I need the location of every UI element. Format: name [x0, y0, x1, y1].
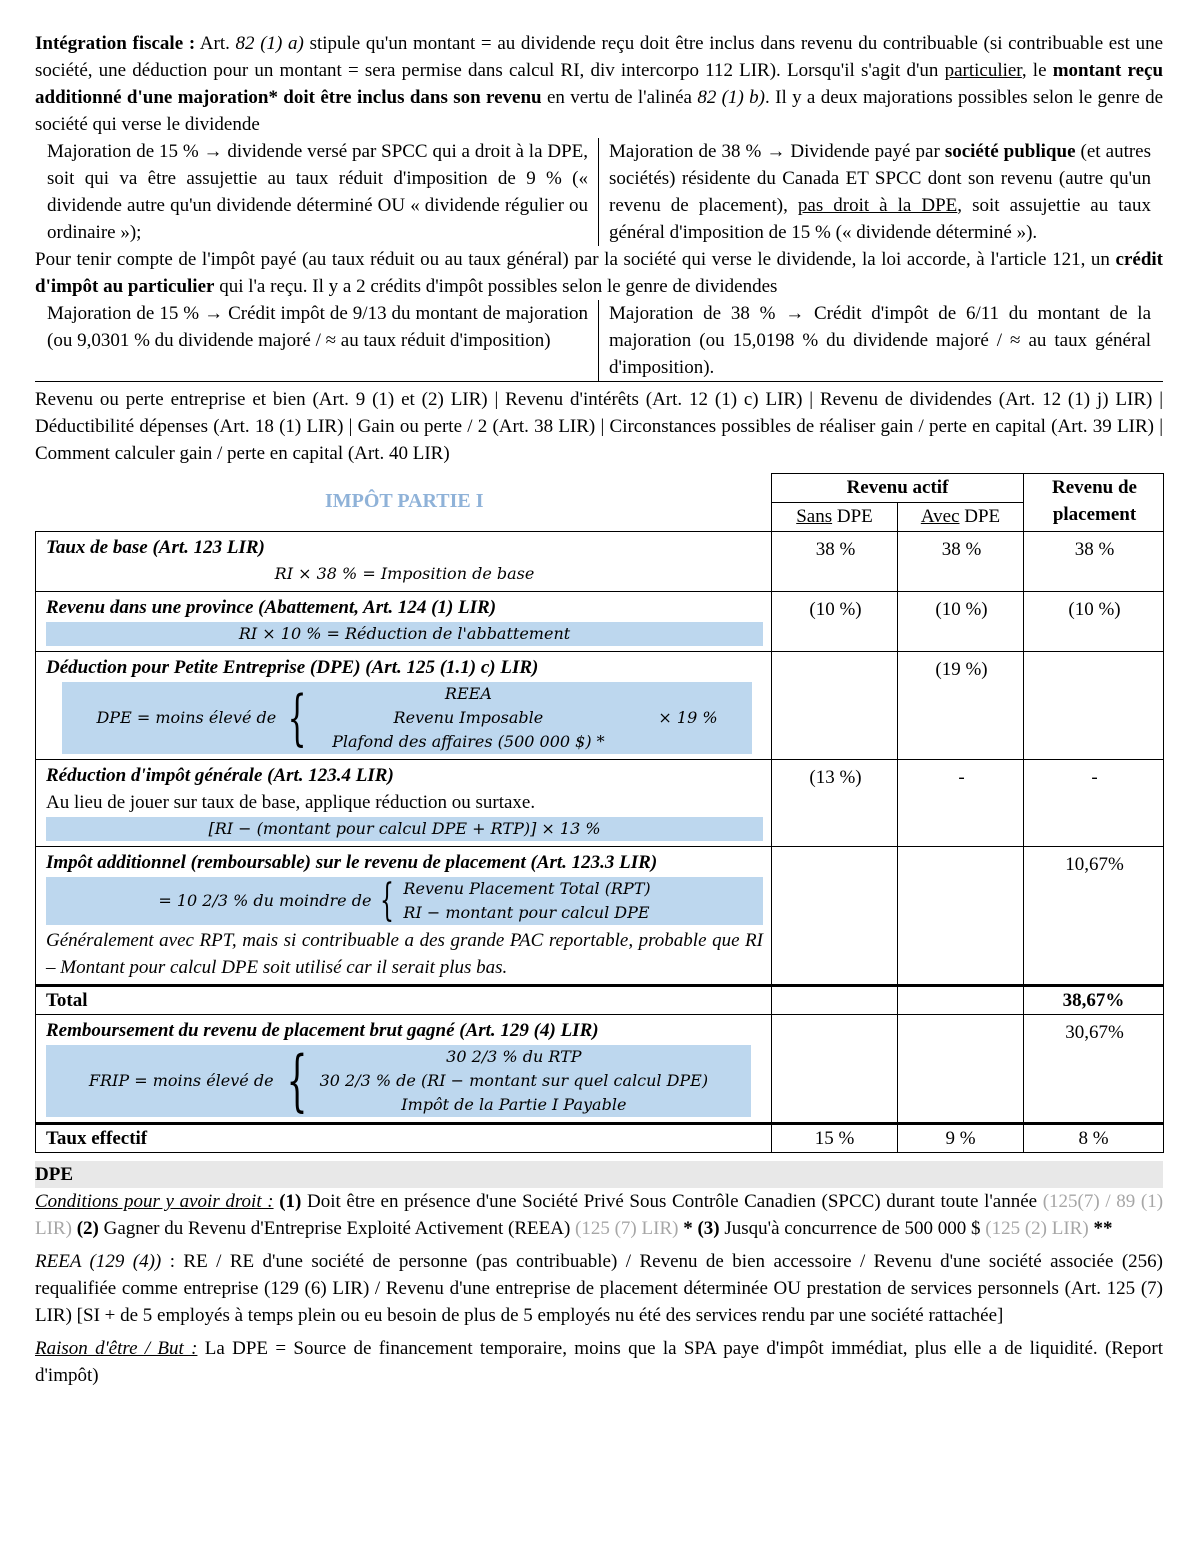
- raison-paragraph: [35, 1335, 1163, 1389]
- formula-option: 30 2/3 % de (RI − montant sur quel calcul DPE): [319, 1071, 709, 1090]
- cond-star: *: [683, 1218, 693, 1239]
- table-row: [36, 1015, 1164, 1124]
- credit-right: Majoration de 38 % → Crédit d'impôt de 6/11 du montant de la majoration (ou 15,0198 % du dividende majoré / ≈ au taux général d'imposition).: [598, 300, 1163, 381]
- value-sans-dpe: [772, 652, 898, 760]
- brace-icon: {: [380, 875, 395, 926]
- table-title: IMPÔT PARTIE I: [324, 489, 484, 512]
- value-avec-dpe: 9 %: [898, 1124, 1024, 1153]
- header-sans-u: Sans: [796, 506, 833, 527]
- brace-icon: {: [286, 1042, 308, 1119]
- value-avec-dpe: (10 %): [898, 592, 1024, 652]
- row-label-cell: [36, 652, 772, 760]
- dpe-section-title: DPE: [35, 1161, 1163, 1188]
- majoration-columns: [35, 138, 1163, 246]
- maj-right-underline: pas droit à la DPE: [797, 195, 958, 216]
- value-placement: 8 %: [1024, 1124, 1164, 1153]
- table-row: [36, 760, 1164, 847]
- row-note: Généralement avec RPT, mais si contribuable a des grande PAC reportable, probable que RI – Montant pour calcul DPE soit utilisé car il serait plus bas.: [46, 930, 763, 978]
- reea-label: REEA (129 (4)): [35, 1251, 162, 1272]
- intro-art-ref: 82 (1) a): [235, 33, 304, 54]
- header-revenu-actif: Revenu actif: [772, 474, 1024, 503]
- credit-left: Majoration de 15 % → Crédit impôt de 9/13 du montant de majoration (ou 9,0301 % du dividende majoré / ≈ au taux réduit d'imposition): [47, 303, 588, 351]
- value-sans-dpe: 15 %: [772, 1124, 898, 1153]
- value-placement: 30,67%: [1024, 1015, 1164, 1124]
- table-row: [36, 652, 1164, 760]
- maj-right-2: (et autres sociétés) résidente du Canada ET SPCC dont son revenu (autre qu'un revenu de placement),: [609, 141, 1151, 216]
- formula-options: [318, 682, 618, 754]
- value-avec-dpe: [898, 986, 1024, 1015]
- header-avec-dpe: [898, 503, 1024, 532]
- credit-columns: [35, 300, 1163, 381]
- header-revenu-placement: Revenu de placement: [1024, 474, 1164, 532]
- table-row: [36, 847, 1164, 986]
- cond-ref: (125 (7) LIR): [575, 1218, 679, 1239]
- row-label-cell: [36, 847, 772, 986]
- cond-number: (2): [76, 1218, 99, 1239]
- formula-left: FRIP = moins élevé de: [88, 1071, 274, 1090]
- law-references: Revenu ou perte entreprise et bien (Art. 9 (1) et (2) LIR) | Revenu d'intérêts (Art. 12 (1) c) LIR) | Revenu de dividendes (Art. 12 (1) j) LIR) | Déductibilité dépenses (Art. 18 (1) LIR) | Gain ou perte / 2 (Art. 38 LIR) | Circonstances possibles de réaliser gain / perte en capital (Art. 39 LIR) | Comment calculer gain / perte en capital (Art. 40 LIR): [35, 389, 1163, 464]
- credit-text-1: Pour tenir compte de l'impôt payé (au taux réduit ou au taux général) par la société qui verse le dividende, la loi accorde, à l'article 121, un: [35, 249, 1110, 270]
- formula-options: [403, 877, 650, 925]
- intro-text-2: , le: [1021, 60, 1047, 81]
- maj-right-bold: société publique: [944, 141, 1076, 162]
- cond-text: Doit être en présence d'une Société Privé Sous Contrôle Canadien (SPCC) durant toute l'année: [307, 1191, 1038, 1212]
- value-placement: 38,67%: [1024, 986, 1164, 1015]
- raison-label: Raison d'être / But :: [35, 1338, 198, 1359]
- formula-left: = 10 2/3 % du moindre de: [158, 891, 372, 910]
- intro-paragraph: [35, 30, 1163, 138]
- intro-text-4: . Il y a deux majorations possibles selon le genre de société qui verse le dividende: [35, 87, 1164, 135]
- raison-text: La DPE = Source de financement temporaire, moins que la SPA paye d'impôt immédiat, plus elle a de liquidité. (Report d'impôt): [35, 1338, 1164, 1386]
- majoration-right: [598, 138, 1163, 246]
- formula-option: Plafond des affaires (500 000 $) *: [332, 732, 605, 751]
- formula-option: Impôt de la Partie I Payable: [401, 1095, 627, 1114]
- maj-right-1: Majoration de 38 % → Dividende payé par: [609, 141, 940, 162]
- credit-text-2: qui l'a reçu. Il y a 2 crédits d'impôt possibles selon le genre de dividendes: [219, 276, 778, 297]
- cond-text: Jusqu'à concurrence de 500 000 $: [724, 1218, 981, 1239]
- value-avec-dpe: (19 %): [898, 652, 1024, 760]
- header-sans-dpe: [772, 503, 898, 532]
- intro-ref-2: 82 (1) b): [697, 87, 766, 108]
- value-avec-dpe: [898, 1015, 1024, 1124]
- header-avec-rest: DPE: [959, 506, 1001, 527]
- row-label-cell: [36, 592, 772, 652]
- credit-paragraph: [35, 246, 1163, 300]
- reea-text: : RE / RE d'une société de personne (pas contribuable) / Revenu de bien accessoire / Revenu d'une société associée (256) requalifiée comme entreprise (129 (6) LIR) / Revenu d'une entreprise de placement déterminée OU prestation de services personnels (Art. 125 (7) LIR) [SI + de 5 employés à temps plein ou eu besoin de plus de 5 employés nu été des services rendu par une société rattachée]: [35, 1251, 1164, 1326]
- cond-text: Gagner du Revenu d'Entreprise Exploité Activement (REEA): [103, 1218, 571, 1239]
- value-placement: -: [1024, 760, 1164, 847]
- intro-text-3: en vertu de l'alinéa: [546, 87, 692, 108]
- brace-icon: {: [287, 683, 307, 753]
- row-formula: [RI − (montant pour calcul DPE + RTP)] × 13 %: [46, 817, 763, 841]
- formula-left: DPE = moins élevé de: [96, 708, 277, 727]
- header-sans-rest: DPE: [832, 506, 873, 527]
- value-sans-dpe: (10 %): [772, 592, 898, 652]
- intro-text-1: stipule qu'un montant = au dividende reçu doit être inclus dans revenu du contribuable (si contribuable est une société, une déduction pour un montant = sera permise dans calcul RI, div intercorpo 112 LIR). Lorsqu'il s'agit d'un: [35, 33, 1164, 81]
- table-row-effective-rate: [36, 1124, 1164, 1153]
- majoration-left: Majoration de 15 % → dividende versé par SPCC qui a droit à la DPE, soit qui va être assujettie au taux réduit d'imposition de 9 % (« dividende autre qu'un dividende déterminé OU « dividende régulier ou ordinaire »);: [47, 141, 588, 243]
- value-sans-dpe: [772, 986, 898, 1015]
- intro-particulier: particulier: [944, 60, 1022, 81]
- divider: [35, 381, 1163, 382]
- formula-options: [320, 1045, 709, 1117]
- cond-ref: (125 (2) LIR): [985, 1218, 1089, 1239]
- row-label: Réduction d'impôt générale (Art. 123.4 LIR): [46, 765, 394, 786]
- value-placement: [1024, 652, 1164, 760]
- conditions-label: Conditions pour y avoir droit :: [35, 1191, 274, 1212]
- credit-bold: crédit d'impôt au particulier: [35, 249, 1163, 297]
- row-label-cell: [36, 1015, 772, 1124]
- value-placement: 10,67%: [1024, 847, 1164, 986]
- dpe-conditions: [35, 1188, 1163, 1242]
- value-avec-dpe: -: [898, 760, 1024, 847]
- row-text: Au lieu de jouer sur taux de base, applique réduction ou surtaxe.: [46, 792, 536, 813]
- formula-option: Revenu Imposable: [393, 708, 544, 727]
- row-formula: RI × 10 % = Réduction de l'abbattement: [46, 622, 763, 646]
- frip-formula: [46, 1042, 751, 1119]
- row-label-cell: [36, 532, 772, 592]
- value-avec-dpe: [898, 847, 1024, 986]
- formula-option: Revenu Placement Total (RPT): [403, 879, 651, 898]
- row-label: Remboursement du revenu de placement brut gagné (Art. 129 (4) LIR): [46, 1020, 599, 1041]
- row-label-cell: [36, 760, 772, 847]
- maj-right-3: , soit assujettie au taux général d'imposition de 15 % (« dividende déterminé »).: [609, 195, 1151, 243]
- header-avec-u: Avec: [920, 506, 960, 527]
- dpe-formula: [62, 682, 752, 754]
- row-label: Déduction pour Petite Entreprise (DPE) (Art. 125 (1.1) c) LIR): [46, 657, 539, 678]
- value-sans-dpe: [772, 1015, 898, 1124]
- table-row: [36, 592, 1164, 652]
- row-label: Total: [36, 986, 772, 1015]
- table-row-total: [36, 986, 1164, 1015]
- document-page: [35, 30, 1163, 1389]
- cond-number: (3): [697, 1218, 720, 1239]
- table-row: [36, 532, 1164, 592]
- value-sans-dpe: (13 %): [772, 760, 898, 847]
- row-label: Taux de base (Art. 123 LIR): [46, 537, 265, 558]
- row-label: Revenu dans une province (Abattement, Art. 124 (1) LIR): [46, 597, 497, 618]
- cond-number: (1): [279, 1191, 302, 1212]
- formula-option: RI − montant pour calcul DPE: [403, 903, 650, 922]
- reea-paragraph: [35, 1248, 1163, 1329]
- rtp-formula: [46, 877, 763, 925]
- formula-right: × 19 %: [658, 708, 718, 727]
- value-sans-dpe: [772, 847, 898, 986]
- value-placement: 38 %: [1024, 532, 1164, 592]
- cond-ref: (125(7) / 89 (1) LIR): [35, 1191, 1164, 1239]
- intro-bold: montant reçu additionné d'une majoration* doit être inclus dans son revenu: [35, 60, 1164, 108]
- formula-option: REEA: [444, 684, 492, 703]
- cond-stars: **: [1093, 1218, 1113, 1239]
- intro-label: Intégration fiscale :: [35, 33, 196, 54]
- row-label: Taux effectif: [36, 1124, 772, 1153]
- row-label: Impôt additionnel (remboursable) sur le revenu de placement (Art. 123.3 LIR): [46, 852, 658, 873]
- tax-table: [35, 473, 1164, 1153]
- intro-art: Art.: [199, 33, 230, 54]
- value-placement: (10 %): [1024, 592, 1164, 652]
- row-formula: RI × 38 % = Imposition de base: [274, 564, 535, 583]
- formula-option: 30 2/3 % du RTP: [446, 1047, 582, 1066]
- value-avec-dpe: 38 %: [898, 532, 1024, 592]
- value-sans-dpe: 38 %: [772, 532, 898, 592]
